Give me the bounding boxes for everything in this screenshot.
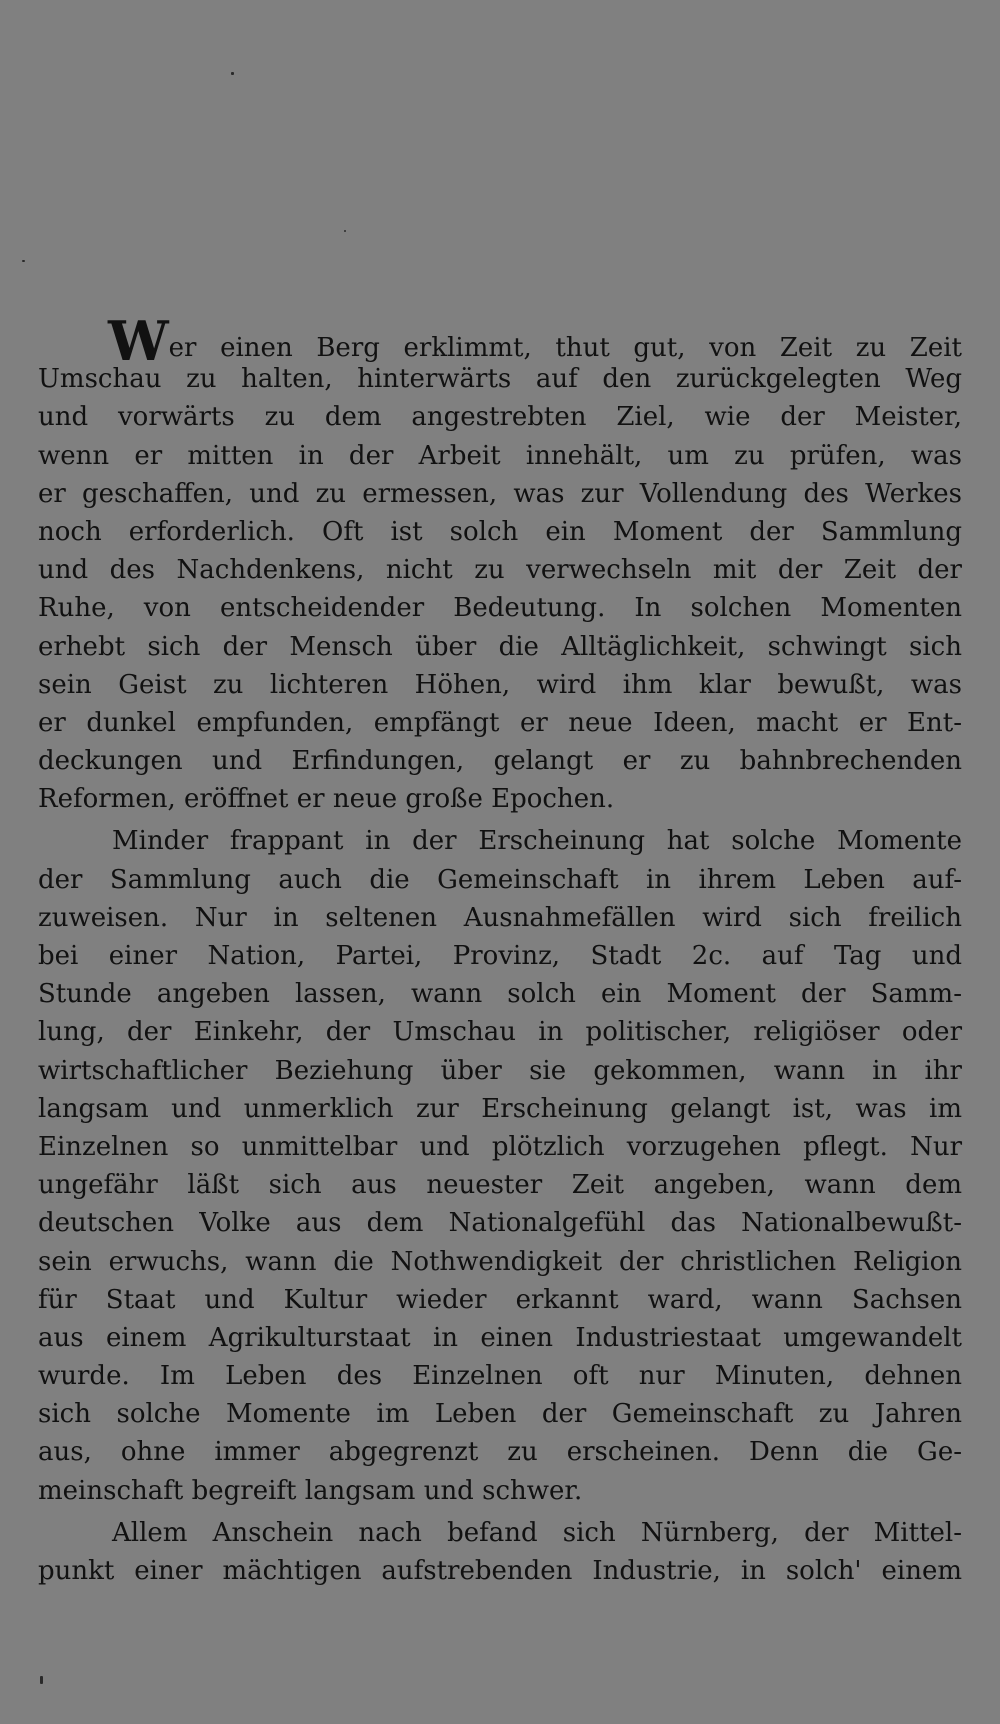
text-line — [38, 1204, 962, 1242]
text-line — [38, 309, 962, 373]
line-text: Stunde angeben lassen, wann solch ein Moment der Samm- — [38, 979, 962, 1010]
line-text: wirtschaftlicher Beziehung über sie gekommen, wann in ihr — [38, 1055, 962, 1086]
line-text: Ruhe, von entscheidender Bedeutung. In solchen Momenten — [38, 593, 962, 624]
text-line — [38, 1357, 962, 1395]
text-line — [38, 975, 962, 1013]
text-line — [38, 1433, 962, 1471]
drop-cap: W — [108, 309, 169, 373]
line-text: für Staat und Kultur wieder erkannt ward, wann Sachsen — [38, 1284, 962, 1315]
line-text: und des Nachdenkens, nicht zu verwechseln mit der Zeit der — [38, 555, 962, 586]
paragraph — [38, 1514, 962, 1590]
line-text: erhebt sich der Mensch über die Alltäglichkeit, schwingt sich — [38, 631, 962, 662]
line-text: noch erforderlich. Oft ist solch ein Moment der Sammlung — [38, 516, 962, 547]
text-line — [38, 822, 962, 860]
line-text: sein erwuchs, wann die Nothwendigkeit der christlichen Religion — [38, 1246, 962, 1277]
line-text: er geschaffen, und zu ermessen, was zur Vollendung des Werkes — [38, 478, 962, 509]
text-line — [38, 398, 962, 436]
text-line — [38, 1552, 962, 1590]
text-line — [38, 628, 962, 666]
line-text: sich solche Momente im Leben der Gemeinschaft zu Jahren — [38, 1399, 962, 1430]
text-line — [38, 437, 962, 475]
line-text: deutschen Volke aus dem Nationalgefühl das Nationalbewußt- — [38, 1208, 962, 1239]
line-text: Allem Anschein nach befand sich Nürnberg, der Mittel- — [112, 1517, 962, 1548]
line-text: er einen Berg erklimmt, thut gut, von Zeit zu Zeit — [168, 333, 962, 363]
text-line — [38, 551, 962, 589]
line-text: bei einer Nation, Partei, Provinz, Stadt 2c. auf Tag und — [38, 941, 962, 971]
text-line — [38, 1514, 962, 1552]
line-text: zuweisen. Nur in seltenen Ausnahmefällen wird sich freilich — [38, 902, 962, 933]
text-line — [38, 780, 962, 818]
line-text: lung, der Einkehr, der Umschau in politischer, religiöser oder — [38, 1017, 962, 1048]
text-line — [38, 475, 962, 513]
line-text: der Sammlung auch die Gemeinschaft in ihrem Leben auf- — [38, 864, 962, 895]
line-text: und vorwärts zu dem angestrebten Ziel, wie der Meister, — [38, 402, 962, 433]
text-line — [38, 861, 962, 899]
text-line — [38, 1319, 962, 1357]
text-line — [38, 1052, 962, 1090]
line-text: Reformen, eröffnet er neue große Epochen. — [38, 784, 615, 815]
text-line — [38, 1472, 962, 1510]
text-line — [38, 513, 962, 551]
speck-mark — [22, 260, 25, 262]
paragraph — [38, 822, 962, 1509]
line-text: er dunkel empfunden, empfängt er neue Ideen, macht er Ent- — [38, 707, 962, 738]
paragraph — [38, 309, 962, 818]
text-line — [38, 742, 962, 780]
body-text — [38, 309, 962, 1590]
text-line — [38, 666, 962, 704]
text-line — [38, 1128, 962, 1166]
line-text: Umschau zu halten, hinterwärts auf den zurückgelegten Weg — [38, 364, 962, 395]
line-text: deckungen und Erfindungen, gelangt er zu bahnbrechenden — [38, 746, 962, 777]
line-text: meinschaft begreift langsam und schwer. — [38, 1475, 583, 1506]
line-text: sein Geist zu lichteren Höhen, wird ihm klar bewußt, was — [38, 669, 962, 700]
text-line — [38, 1243, 962, 1281]
line-text: Einzelnen so unmittelbar und plötzlich vorzugehen pflegt. Nur — [38, 1131, 962, 1162]
speck-mark — [231, 72, 234, 75]
text-line — [38, 1166, 962, 1204]
line-text: wurde. Im Leben des Einzelnen oft nur Minuten, dehnen — [38, 1361, 962, 1392]
speck-mark — [40, 1676, 43, 1684]
text-line — [38, 899, 962, 937]
line-text: langsam und unmerklich zur Erscheinung gelangt ist, was im — [38, 1093, 962, 1124]
line-text: wenn er mitten in der Arbeit innehält, um zu prüfen, was — [38, 440, 962, 471]
line-text: aus einem Agrikulturstaat in einen Industriestaat umgewandelt — [38, 1322, 962, 1353]
text-line — [38, 937, 962, 975]
line-text: ungefähr läßt sich aus neuester Zeit angeben, wann dem — [38, 1170, 962, 1201]
text-line — [38, 704, 962, 742]
line-text: Minder frappant in der Erscheinung hat solche Momente — [112, 826, 962, 857]
text-line — [38, 1395, 962, 1433]
text-line — [38, 589, 962, 627]
text-line — [38, 1281, 962, 1319]
line-text: punkt einer mächtigen aufstrebenden Industrie, in solch' einem — [38, 1556, 962, 1586]
line-text: aus, ohne immer abgegrenzt zu erscheinen. Denn die Ge- — [38, 1437, 962, 1468]
text-line — [38, 360, 962, 398]
text-line — [38, 1090, 962, 1128]
speck-mark — [344, 230, 346, 232]
text-line — [38, 1013, 962, 1051]
